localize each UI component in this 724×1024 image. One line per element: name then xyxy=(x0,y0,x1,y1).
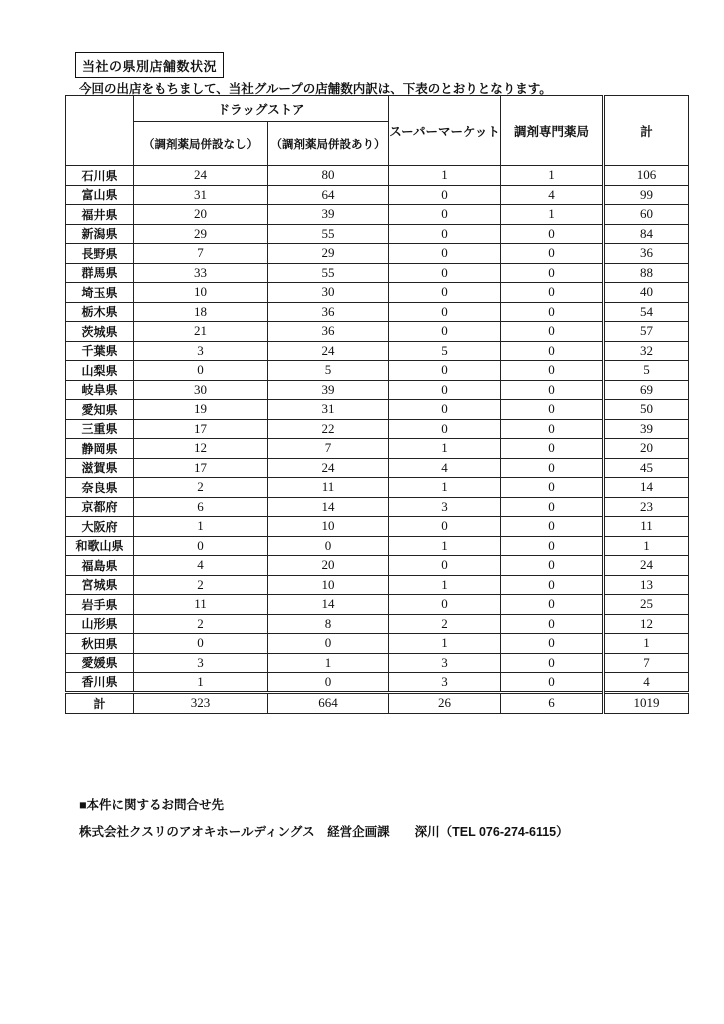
store-count-cell: 0 xyxy=(501,536,604,556)
store-count-cell: 8 xyxy=(268,614,389,634)
store-count-cell: 0 xyxy=(389,361,501,381)
table-row xyxy=(66,185,689,205)
store-count-cell: 0 xyxy=(268,634,389,654)
prefecture-name: 岩手県 xyxy=(66,595,134,615)
store-count-cell: 7 xyxy=(134,244,268,264)
contact-footer xyxy=(79,795,569,840)
store-count-cell: 60 xyxy=(604,205,689,225)
store-count-cell: 106 xyxy=(604,166,689,186)
store-count-cell: 0 xyxy=(501,575,604,595)
table-row xyxy=(66,556,689,576)
prefecture-name: 滋賀県 xyxy=(66,458,134,478)
store-count-cell: 36 xyxy=(268,322,389,342)
store-count-cell: 2 xyxy=(134,575,268,595)
store-count-cell: 0 xyxy=(389,400,501,420)
store-count-cell: 0 xyxy=(134,634,268,654)
store-count-cell: 0 xyxy=(134,361,268,381)
store-count-cell: 6 xyxy=(134,497,268,517)
store-count-cell: 0 xyxy=(501,517,604,537)
store-count-cell: 0 xyxy=(501,283,604,303)
prefecture-name: 三重県 xyxy=(66,419,134,439)
prefecture-name: 愛知県 xyxy=(66,400,134,420)
store-count-cell: 36 xyxy=(604,244,689,264)
store-count-cell: 0 xyxy=(501,400,604,420)
store-count-cell: 3 xyxy=(389,653,501,673)
prefecture-name: 愛媛県 xyxy=(66,653,134,673)
total-count-supermarket: 26 xyxy=(389,692,501,713)
store-count-cell: 4 xyxy=(501,185,604,205)
store-count-cell: 1 xyxy=(134,517,268,537)
store-count-cell: 29 xyxy=(268,244,389,264)
store-count-cell: 17 xyxy=(134,458,268,478)
store-count-cell: 5 xyxy=(604,361,689,381)
store-count-cell: 39 xyxy=(604,419,689,439)
store-count-cell: 4 xyxy=(389,458,501,478)
prefecture-name: 宮城県 xyxy=(66,575,134,595)
store-count-cell: 1 xyxy=(389,478,501,498)
prefecture-name: 富山県 xyxy=(66,185,134,205)
store-count-cell: 55 xyxy=(268,224,389,244)
table-row xyxy=(66,263,689,283)
store-count-cell: 3 xyxy=(389,497,501,517)
store-count-cell: 0 xyxy=(501,439,604,459)
store-count-cell: 0 xyxy=(501,595,604,615)
total-row xyxy=(66,692,689,713)
column-header-drugstore-no-pharmacy: （調剤薬局併設なし） xyxy=(134,122,268,166)
store-count-cell: 0 xyxy=(501,380,604,400)
page-title: 当社の県別店舗数状況 xyxy=(75,52,224,78)
store-count-cell: 30 xyxy=(134,380,268,400)
store-count-cell: 1 xyxy=(389,166,501,186)
store-count-cell: 14 xyxy=(604,478,689,498)
column-header-drugstore: ドラッグストア xyxy=(134,96,389,122)
table-row xyxy=(66,517,689,537)
store-count-cell: 11 xyxy=(604,517,689,537)
table-row xyxy=(66,595,689,615)
store-count-cell: 39 xyxy=(268,205,389,225)
store-count-cell: 12 xyxy=(134,439,268,459)
store-count-cell: 4 xyxy=(604,673,689,693)
store-count-cell: 0 xyxy=(501,263,604,283)
header-row-group xyxy=(66,96,689,122)
store-count-cell: 3 xyxy=(134,653,268,673)
store-count-cell: 64 xyxy=(268,185,389,205)
prefecture-name: 和歌山県 xyxy=(66,536,134,556)
column-header-drugstore-with-pharmacy: （調剤薬局併設あり） xyxy=(268,122,389,166)
store-count-cell: 45 xyxy=(604,458,689,478)
store-count-cell: 0 xyxy=(501,458,604,478)
table-row xyxy=(66,205,689,225)
store-count-cell: 2 xyxy=(389,614,501,634)
store-count-cell: 0 xyxy=(389,595,501,615)
store-count-cell: 23 xyxy=(604,497,689,517)
table-row xyxy=(66,322,689,342)
table-row xyxy=(66,634,689,654)
store-count-cell: 0 xyxy=(389,224,501,244)
prefecture-name: 福井県 xyxy=(66,205,134,225)
store-count-cell: 39 xyxy=(268,380,389,400)
table-row xyxy=(66,536,689,556)
store-count-cell: 0 xyxy=(389,263,501,283)
prefecture-name: 茨城県 xyxy=(66,322,134,342)
store-count-cell: 1 xyxy=(501,205,604,225)
store-count-cell: 11 xyxy=(134,595,268,615)
store-count-cell: 19 xyxy=(134,400,268,420)
store-count-cell: 80 xyxy=(268,166,389,186)
store-count-cell: 99 xyxy=(604,185,689,205)
prefecture-name: 岐阜県 xyxy=(66,380,134,400)
store-count-cell: 24 xyxy=(604,556,689,576)
store-count-cell: 0 xyxy=(501,341,604,361)
prefecture-name: 埼玉県 xyxy=(66,283,134,303)
prefecture-name: 群馬県 xyxy=(66,263,134,283)
column-header-dispensing-pharmacy: 調剤専門薬局 xyxy=(501,96,604,166)
store-count-cell: 0 xyxy=(389,185,501,205)
store-count-cell: 5 xyxy=(389,341,501,361)
table-row xyxy=(66,458,689,478)
store-count-cell: 3 xyxy=(134,341,268,361)
store-count-cell: 0 xyxy=(389,205,501,225)
store-count-cell: 0 xyxy=(268,536,389,556)
store-count-cell: 32 xyxy=(604,341,689,361)
store-count-cell: 20 xyxy=(604,439,689,459)
store-count-cell: 17 xyxy=(134,419,268,439)
store-count-cell: 31 xyxy=(134,185,268,205)
store-count-table xyxy=(65,95,689,714)
store-count-cell: 24 xyxy=(268,341,389,361)
contact-line: 株式会社クスリのアオキホールディングス 経営企画課 深川（TEL 076-274-6115） xyxy=(79,825,569,839)
store-count-cell: 10 xyxy=(268,575,389,595)
store-count-cell: 55 xyxy=(268,263,389,283)
prefecture-name: 山形県 xyxy=(66,614,134,634)
table-row xyxy=(66,361,689,381)
table-row xyxy=(66,341,689,361)
column-header-total: 計 xyxy=(604,96,689,166)
store-count-cell: 0 xyxy=(389,556,501,576)
table-row xyxy=(66,673,689,693)
store-count-cell: 14 xyxy=(268,595,389,615)
prefecture-name: 大阪府 xyxy=(66,517,134,537)
store-count-cell: 0 xyxy=(501,478,604,498)
store-count-cell: 0 xyxy=(268,673,389,693)
store-count-cell: 0 xyxy=(501,244,604,264)
table-row xyxy=(66,439,689,459)
store-count-cell: 30 xyxy=(268,283,389,303)
total-count-with-pharmacy: 664 xyxy=(268,692,389,713)
table-row xyxy=(66,244,689,264)
store-count-cell: 0 xyxy=(389,322,501,342)
total-count-grand: 1019 xyxy=(604,692,689,713)
store-count-cell: 14 xyxy=(268,497,389,517)
store-count-cell: 0 xyxy=(501,673,604,693)
store-count-cell: 69 xyxy=(604,380,689,400)
store-count-cell: 1 xyxy=(389,536,501,556)
table-row xyxy=(66,302,689,322)
store-count-cell: 0 xyxy=(389,380,501,400)
store-count-cell: 0 xyxy=(501,556,604,576)
store-count-cell: 84 xyxy=(604,224,689,244)
store-count-cell: 0 xyxy=(501,653,604,673)
total-count-no-pharmacy: 323 xyxy=(134,692,268,713)
table-row xyxy=(66,224,689,244)
store-count-cell: 0 xyxy=(389,283,501,303)
prefecture-name: 千葉県 xyxy=(66,341,134,361)
store-count-cell: 5 xyxy=(268,361,389,381)
store-count-cell: 11 xyxy=(268,478,389,498)
prefecture-name: 福島県 xyxy=(66,556,134,576)
store-count-cell: 4 xyxy=(134,556,268,576)
store-count-cell: 10 xyxy=(268,517,389,537)
store-count-cell: 31 xyxy=(268,400,389,420)
prefecture-name: 石川県 xyxy=(66,166,134,186)
page-subtitle: 今回の出店をもちまして、当社グループの店舗数内訳は、下表のとおりとなります。 xyxy=(79,82,552,96)
store-count-cell: 0 xyxy=(389,419,501,439)
table-row xyxy=(66,400,689,420)
store-count-cell: 25 xyxy=(604,595,689,615)
store-count-cell: 0 xyxy=(501,419,604,439)
store-count-cell: 13 xyxy=(604,575,689,595)
table-row xyxy=(66,283,689,303)
store-count-cell: 54 xyxy=(604,302,689,322)
store-count-cell: 1 xyxy=(501,166,604,186)
prefecture-name: 奈良県 xyxy=(66,478,134,498)
store-count-cell: 40 xyxy=(604,283,689,303)
store-count-cell: 7 xyxy=(268,439,389,459)
table-row xyxy=(66,478,689,498)
store-count-cell: 21 xyxy=(134,322,268,342)
table-row xyxy=(66,575,689,595)
store-count-cell: 1 xyxy=(604,634,689,654)
store-count-cell: 1 xyxy=(389,439,501,459)
store-count-cell: 3 xyxy=(389,673,501,693)
store-count-cell: 1 xyxy=(389,634,501,654)
store-count-cell: 2 xyxy=(134,614,268,634)
prefecture-name: 長野県 xyxy=(66,244,134,264)
table-row xyxy=(66,497,689,517)
prefecture-name: 栃木県 xyxy=(66,302,134,322)
store-count-cell: 0 xyxy=(501,302,604,322)
empty-corner-cell xyxy=(66,96,134,166)
store-count-cell: 1 xyxy=(604,536,689,556)
store-count-cell: 0 xyxy=(501,224,604,244)
store-count-cell: 24 xyxy=(134,166,268,186)
column-header-supermarket: スーパーマーケット xyxy=(389,96,501,166)
store-count-cell: 0 xyxy=(501,497,604,517)
store-count-cell: 0 xyxy=(501,322,604,342)
store-count-cell: 1 xyxy=(134,673,268,693)
store-count-cell: 36 xyxy=(268,302,389,322)
total-row-label: 計 xyxy=(66,692,134,713)
prefecture-name: 京都府 xyxy=(66,497,134,517)
prefecture-name: 静岡県 xyxy=(66,439,134,459)
table-row xyxy=(66,419,689,439)
total-count-dispensing: 6 xyxy=(501,692,604,713)
store-count-cell: 88 xyxy=(604,263,689,283)
prefecture-name: 新潟県 xyxy=(66,224,134,244)
store-count-cell: 0 xyxy=(501,634,604,654)
store-count-cell: 57 xyxy=(604,322,689,342)
store-count-cell: 1 xyxy=(268,653,389,673)
table-row xyxy=(66,614,689,634)
store-count-cell: 0 xyxy=(501,361,604,381)
table-row xyxy=(66,166,689,186)
store-count-cell: 33 xyxy=(134,263,268,283)
store-count-cell: 29 xyxy=(134,224,268,244)
store-count-cell: 0 xyxy=(389,302,501,322)
store-count-cell: 7 xyxy=(604,653,689,673)
store-count-cell: 10 xyxy=(134,283,268,303)
store-count-cell: 0 xyxy=(389,244,501,264)
store-count-cell: 12 xyxy=(604,614,689,634)
store-count-cell: 50 xyxy=(604,400,689,420)
prefecture-name: 秋田県 xyxy=(66,634,134,654)
table-row xyxy=(66,653,689,673)
store-count-cell: 0 xyxy=(389,517,501,537)
prefecture-name: 香川県 xyxy=(66,673,134,693)
store-count-cell: 20 xyxy=(268,556,389,576)
store-count-cell: 0 xyxy=(134,536,268,556)
store-count-cell: 20 xyxy=(134,205,268,225)
store-count-cell: 2 xyxy=(134,478,268,498)
store-count-cell: 22 xyxy=(268,419,389,439)
store-count-cell: 24 xyxy=(268,458,389,478)
store-count-cell: 18 xyxy=(134,302,268,322)
store-count-cell: 0 xyxy=(501,614,604,634)
table-row xyxy=(66,380,689,400)
store-count-cell: 1 xyxy=(389,575,501,595)
prefecture-name: 山梨県 xyxy=(66,361,134,381)
contact-heading: ■本件に関するお問合せ先 xyxy=(79,798,225,812)
